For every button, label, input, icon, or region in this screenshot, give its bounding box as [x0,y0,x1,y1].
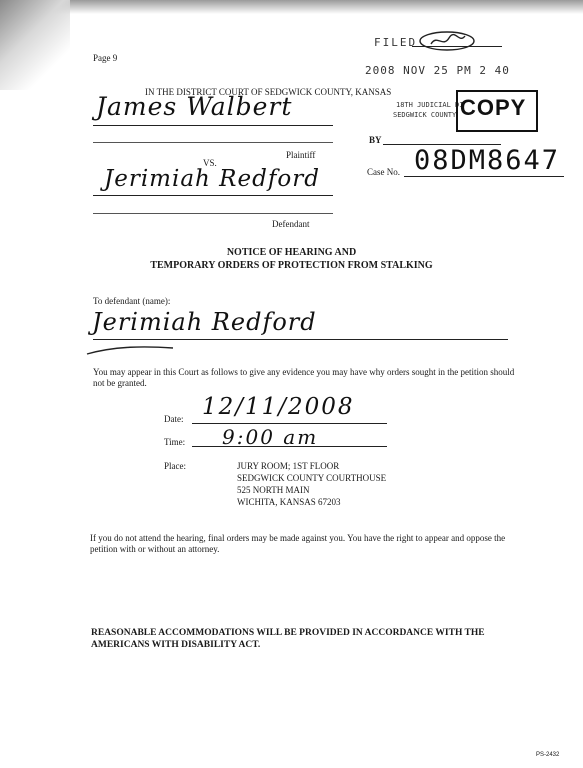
copy-stamp: COPY [460,95,527,120]
county-stamp: SEDGWICK COUNTY [393,111,457,119]
date-label: Date: [164,414,184,424]
to-defendant-name-handwritten: Jerimiah Redford [92,308,317,336]
court-heading: IN THE DISTRICT COURT OF SEDGWICK COUNTY, KANSAS [145,87,392,97]
case-number-label: Case No. [367,167,400,177]
page-number: Page 9 [93,53,118,63]
form-code: PS-2432 [536,752,560,758]
document-title-line2: TEMPORARY ORDERS OF PROTECTION FROM STALKING [150,260,433,271]
to-defendant-label: To defendant (name): [93,296,171,306]
case-number-line [404,176,564,177]
plaintiff-line [93,125,333,126]
date-line [192,423,387,424]
plaintiff-name-handwritten: James Walbert [96,92,293,121]
by-label: BY [369,135,382,145]
defendant-line-2 [93,213,333,214]
clerk-initials-mark [417,30,477,52]
defendant-line [93,195,333,196]
time-line [192,446,387,447]
place-line-1: JURY ROOM; 1ST FLOOR [237,461,340,471]
place-line-2: SEDGWICK COUNTY COURTHOUSE [237,473,387,483]
filed-line [412,46,502,47]
plaintiff-label: Plaintiff [286,150,316,160]
filed-date-stamp: 2008 NOV 25 PM 2 40 [365,64,510,77]
place-line-4: WICHITA, KANSAS 67203 [237,497,341,507]
vs-label: VS. [203,158,217,168]
hearing-time-handwritten: 9:00 am [222,425,319,449]
defendant-label: Defendant [272,219,310,229]
attendance-warning: If you do not attend the hearing, final orders may be made against you. You have the right to appear and oppose the petition with or without an attorney. [90,533,506,554]
case-number: 08DM8647 [414,145,561,176]
scan-edge-shadow [0,0,583,14]
judicial-district-stamp: 18TH JUDICIAL DI [396,101,464,109]
appear-paragraph: You may appear in this Court as follows to give any evidence you may have why orders sought in the petition should not be granted. [93,367,515,388]
time-label: Time: [164,437,186,447]
to-defendant-line [93,339,508,340]
defendant-name-handwritten: Jerimiah Redford [104,166,320,192]
plaintiff-line-2 [93,142,333,143]
place-line-3: 525 NORTH MAIN [237,485,310,495]
pen-stroke-mark [85,344,175,358]
document-title-line1: NOTICE OF HEARING AND [226,247,357,258]
scan-corner-shadow [0,0,70,90]
hearing-date-handwritten: 12/11/2008 [202,394,355,420]
accommodations-notice: REASONABLE ACCOMMODATIONS WILL BE PROVIDED IN ACCORDANCE WITH THE AMERICANS WITH DISABILITY ACT. [91,628,485,650]
filed-stamp-label: FILED [374,36,418,49]
place-label: Place: [164,461,186,471]
